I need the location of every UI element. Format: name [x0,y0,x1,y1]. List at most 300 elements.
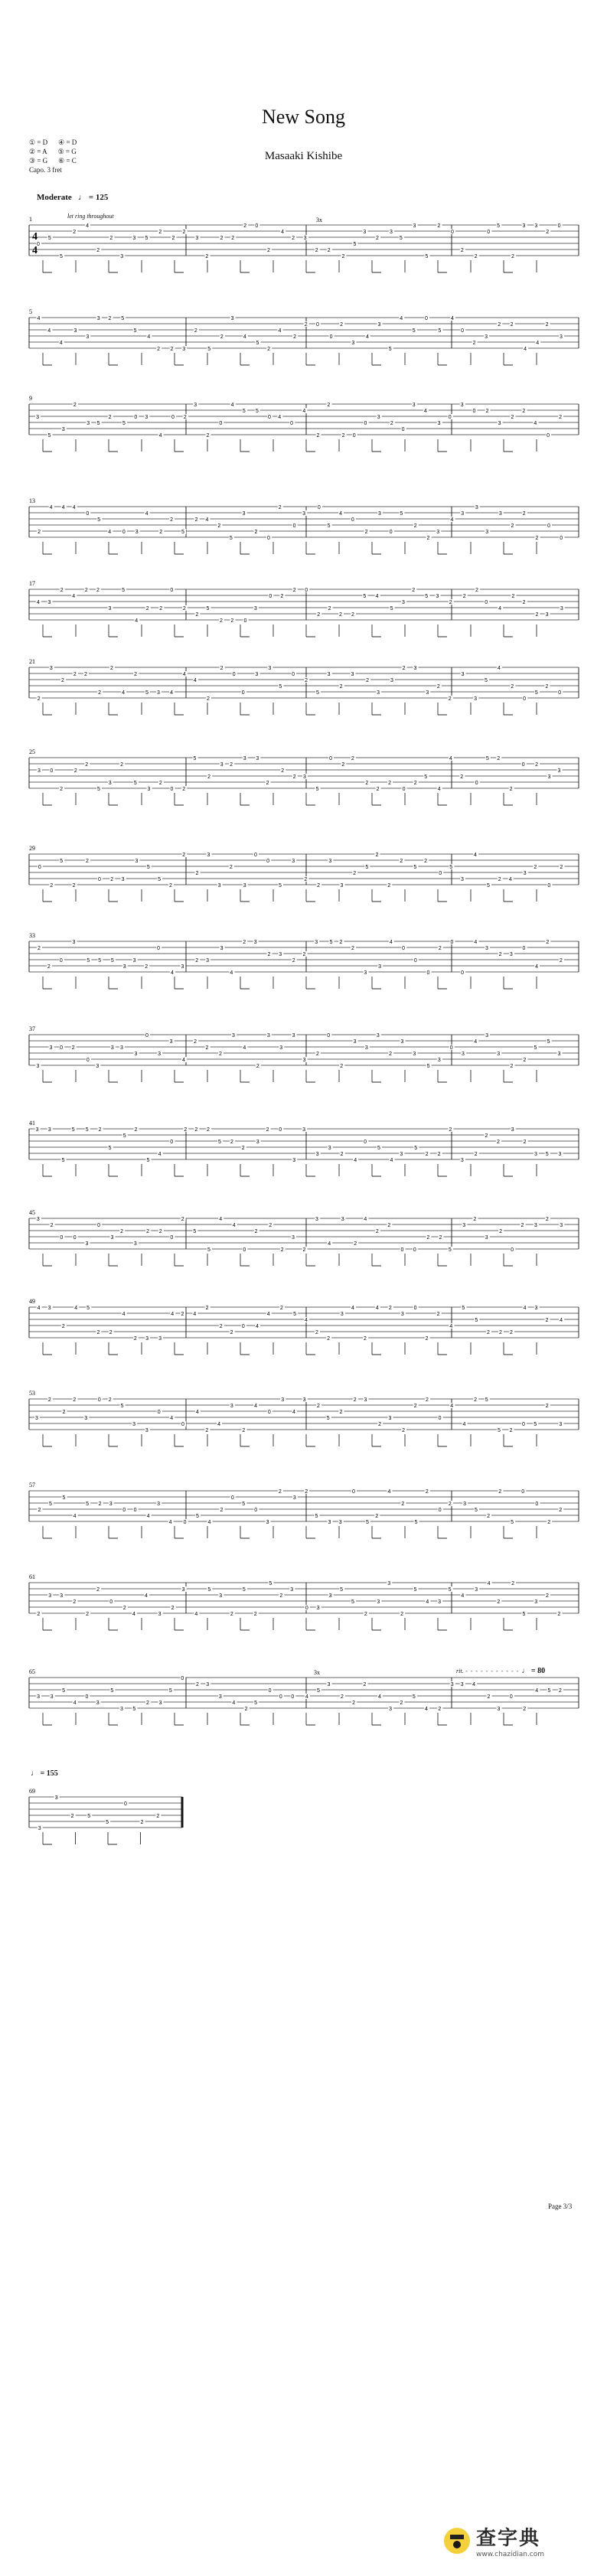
fret-number: 2 [267,248,270,253]
fret-number: 2 [511,415,514,420]
fret-number: 5 [86,1306,90,1311]
fret-number: 2 [108,1397,112,1403]
fret-number: 3 [47,1306,51,1311]
fret-number: 5 [474,1508,478,1513]
fret-number: 4 [170,690,174,696]
fret-number: 2 [460,248,464,253]
fret-number: 5 [497,223,501,229]
fret-number: 0 [267,1410,271,1415]
fret-number: 3 [220,762,224,768]
fret-number: 5 [196,1514,199,1519]
fret-number: 3 [377,415,380,420]
fret-number: 0 [547,433,550,439]
fret-number: 2 [195,958,199,964]
fret-number: 2 [449,600,452,605]
fret-number: 4 [205,517,209,523]
fret-number: 3 [232,1033,235,1039]
fret-number: 2 [317,1404,320,1409]
fret-number: 2 [546,230,550,235]
time-signature-bottom: 4 [32,245,38,256]
fret-number: 5 [106,1820,109,1825]
fret-number: 3 [230,1404,233,1409]
fret-number: 3 [157,690,160,696]
fret-number: 3 [134,1052,138,1057]
fret-number: 0 [219,421,223,426]
fret-number: 2 [60,588,64,593]
fret-number: 4 [497,666,501,671]
fret-number: 3 [230,316,234,321]
fret-number: 3 [450,1682,454,1687]
fret-number: 2 [364,530,368,535]
fret-number: 4 [146,1514,150,1519]
fret-number: 2 [159,606,163,611]
fret-number: 2 [448,1502,452,1507]
fret-number: 0 [450,940,454,945]
fret-number: 2 [499,1229,503,1234]
fret-number: 2 [401,1502,405,1507]
fret-number: 3 [378,964,382,970]
fret-number: 2 [109,666,113,671]
fret-number: 4 [508,877,512,882]
fret-number: 3 [462,1223,466,1228]
tuning-item: ⑥ = C [58,157,77,165]
fret-number: 2 [47,964,51,970]
rit-marking: rit. - - - - - - - - - - - ♩ = 80 [456,1667,546,1675]
fret-number: 2 [559,415,563,420]
fret-number: 2 [194,1127,198,1133]
fret-number: 2 [547,1520,551,1525]
fret-number: 5 [399,236,403,241]
fret-number: 2 [244,1707,248,1712]
fret-number: 4 [351,1306,354,1311]
measure-number: 69 [29,1788,35,1795]
fret-number: 0 [50,768,54,774]
fret-number: 2 [376,236,379,241]
fret-number: 3 [461,672,465,677]
fret-number: 5 [193,756,197,761]
fret-number: 0 [170,1235,174,1241]
fret-number: 0 [268,1688,272,1694]
fret-number: 3 [96,1064,100,1069]
fret-number: 3 [460,877,464,882]
fret-number: 0 [254,1508,258,1513]
fret-number: 2 [292,588,296,593]
fret-number: 2 [497,1140,500,1145]
fret-number: 2 [545,684,549,690]
fret-number: 5 [547,1039,550,1045]
fret-number: 2 [388,781,391,786]
fret-number: 3 [376,1033,380,1039]
fret-number: 3 [120,1045,123,1051]
fret-number: 5 [86,958,90,964]
fret-number: 5 [96,421,100,426]
fret-number: 3 [400,1152,403,1157]
fret-number: 0 [170,588,174,593]
fret-number: 2 [230,1140,233,1145]
fret-number: 2 [281,768,285,774]
fret-number: 3 [460,1682,464,1687]
song-title: New Song [261,106,346,128]
fret-number: 2 [72,883,76,889]
fret-number: 3 [302,1058,306,1063]
composer-name: Masaaki Kishibe [264,150,343,162]
fret-number: 0 [38,865,41,870]
fret-number: 0 [123,1802,127,1807]
fret-number: 3 [463,1502,467,1507]
fret-number: 4 [474,853,477,858]
fret-number: 4 [400,316,403,321]
fret-number: 4 [266,1312,270,1317]
fret-number: 3 [557,1052,561,1057]
fret-number: 3 [328,1520,331,1525]
fret-number: 0 [329,756,333,761]
fret-number: 3 [436,530,440,535]
fret-number: 4 [193,1312,197,1317]
fret-number: 3 [158,1700,162,1706]
fret-number: 5 [71,1127,75,1133]
measure-number: 9 [29,395,32,402]
fret-number: 2 [269,1223,272,1228]
fret-number: 0 [181,1422,184,1427]
fret-number: 4 [72,505,76,510]
fret-number: 2 [522,600,526,605]
fret-number: 2 [170,517,174,523]
fret-number: 2 [305,678,308,683]
fret-number: 2 [50,1223,54,1228]
fret-number: 2 [426,1397,429,1403]
fret-number: 3 [60,1593,64,1599]
fret-number: 5 [545,1152,549,1157]
fret-number: 0 [438,1416,442,1421]
fret-number: 2 [207,1127,210,1133]
measure-number: 49 [29,1298,35,1305]
fret-number: 3 [243,756,246,761]
fret-number: 0 [389,530,393,535]
fret-number: 3 [412,403,416,408]
fret-number: 0 [290,421,294,426]
fret-number: 3 [485,334,488,340]
fret-number: 4 [375,1306,379,1311]
fret-number: 4 [147,334,151,340]
fret-number: 4 [74,1306,78,1311]
fret-number: 2 [207,774,211,780]
fret-number: 2 [375,853,379,858]
fret-number: 3 [475,1587,478,1593]
fret-number: 3 [534,1599,538,1605]
fret-number: 3 [255,672,259,677]
fret-number: 0 [157,1410,161,1415]
fret-number: 2 [472,341,476,346]
fret-number: 2 [71,1045,75,1051]
fret-number: 5 [158,877,162,882]
fret-number: 4 [474,940,478,945]
fret-number: 2 [133,1336,137,1342]
fret-number: 0 [535,1502,539,1507]
fret-number: 3 [497,1052,501,1057]
fret-number: 3 [460,403,464,408]
fret-number: 5 [365,1520,369,1525]
fret-number: 3 [413,1052,416,1057]
fret-number: 4 [243,334,246,340]
fret-number: 2 [278,505,282,510]
measure-number: 5 [29,308,32,315]
fret-number: 2 [546,940,550,945]
repeat-count: 3x [316,217,322,223]
fret-number: 2 [171,1606,175,1611]
fret-number: 3 [338,1520,342,1525]
fret-number: 2 [511,1581,515,1586]
fret-number: 5 [462,1306,465,1311]
fret-number: 3 [534,1306,538,1311]
fret-number: 2 [341,762,345,768]
fret-number: 3 [292,859,295,864]
fret-number: 5 [207,1587,211,1593]
fret-number: 5 [426,1064,430,1069]
fret-number: 3 [485,530,489,535]
fret-number: 3 [485,946,488,951]
fret-number: 0 [315,322,319,328]
fret-number: 3 [181,964,184,970]
fret-number: 2 [73,672,77,677]
fret-number: 3 [389,1707,392,1712]
fret-number: 0 [305,588,308,593]
fret-number: 0 [85,1694,89,1700]
fret-number: 0 [241,690,245,696]
fret-number: 4 [232,1223,236,1228]
fret-number: 2 [256,1064,259,1069]
fret-number: 0 [73,1235,77,1241]
fret-number: 2 [219,618,223,624]
fret-number: 2 [205,254,209,259]
fret-number: 2 [327,248,331,253]
fret-number: 5 [242,409,246,414]
fret-number: 4 [354,1158,357,1163]
fret-number: 3 [292,1033,295,1039]
fret-number: 0 [97,1223,101,1228]
fret-number: 2 [339,940,343,945]
fret-number: 2 [98,1127,102,1133]
fret-number: 0 [487,230,491,235]
fret-number: 3 [253,940,257,945]
fret-number: 4 [449,756,452,761]
fret-number: 3 [534,1223,537,1228]
fret-number: 3 [474,696,478,702]
fret-number: 5 [534,1045,537,1051]
fret-number: 3 [328,1146,331,1151]
fret-number: 2 [302,1247,306,1253]
fret-number: 2 [339,1410,343,1415]
fret-number: 2 [266,781,269,786]
fret-number: 2 [253,1612,257,1617]
fret-number: 0 [547,883,551,889]
fret-number: 5 [487,883,490,889]
measure-number: 45 [29,1209,35,1216]
fret-number: 5 [414,1146,418,1151]
fret-number: 0 [402,787,406,792]
fret-number: 5 [316,690,319,696]
fret-number: 3 [242,511,246,517]
fret-number: 0 [413,1247,416,1253]
fret-number: 5 [242,1502,246,1507]
fret-number: 2 [498,1489,502,1495]
fret-number: 0 [59,958,63,964]
fret-number: 2 [338,612,342,618]
fret-number: 5 [62,1688,66,1694]
watermark-url: www.chazidian.com [476,2551,545,2558]
fret-number: 2 [134,672,138,677]
fret-number: 2 [38,530,41,535]
fret-number: 3 [498,421,501,426]
fret-number: 3 [364,970,367,976]
fret-number: 2 [278,1489,282,1495]
fret-number: 0 [255,223,259,229]
fret-number: 3 [109,1502,113,1507]
fret-number: 3 [437,421,441,426]
fret-number: 3 [558,1152,562,1157]
fret-number: 2 [353,871,357,876]
fret-number: 3 [559,1422,563,1427]
fret-number: 3 [522,223,526,229]
fret-number: 2 [108,316,112,321]
fret-number: 3 [110,1235,114,1241]
fret-number: 2 [109,1330,113,1335]
fret-number: 0 [438,1508,442,1513]
fret-number: 3 [390,678,393,683]
fret-number: 5 [413,865,417,870]
measure-number: 57 [29,1482,35,1489]
fret-number: 0 [351,517,354,523]
fret-number: 2 [523,1058,527,1063]
fret-number: 0 [364,421,367,426]
fret-number: 2 [498,877,501,882]
fret-number: 2 [510,322,514,328]
fret-number: 4 [339,511,342,517]
fret-number: 2 [61,678,64,683]
fret-number: 2 [37,946,41,951]
fret-number: 0 [266,536,270,541]
fret-number: 2 [412,588,416,593]
fret-number: 3 [523,871,527,876]
measure-number: 13 [29,497,35,504]
fret-number: 2 [157,347,161,352]
fret-number: 3 [436,594,439,599]
fret-number: 2 [195,612,199,618]
fret-number: 2 [86,1612,90,1617]
fret-number: 4 [389,940,393,945]
fret-number: 3 [54,1795,58,1801]
fret-number: 2 [158,781,162,786]
fret-number: 5 [98,958,102,964]
fret-number: 5 [146,865,150,870]
fret-number: 2 [354,1241,357,1247]
fret-number: 5 [242,1587,246,1593]
fret-number: 5 [327,523,331,529]
fret-number: 2 [475,588,478,593]
fret-number: 2 [498,952,502,957]
fret-number: 0 [232,672,236,677]
fret-number: 2 [351,612,354,618]
fret-number: 4 [37,1306,41,1311]
fret-number: 3 [145,415,148,420]
fret-number: 2 [353,1397,357,1403]
fret-number: 3 [84,1416,88,1421]
fret-number: 3 [511,1127,514,1133]
fret-number: 5 [145,236,148,241]
fret-number: 4 [73,1700,77,1706]
rit-label: rit. [456,1668,464,1674]
fret-number: 3 [509,952,513,957]
measure-number: 1 [29,216,32,223]
fret-number: 2 [220,236,224,241]
fret-number: 2 [521,1223,524,1228]
fret-number: 2 [545,1593,549,1599]
fret-number: 3 [388,1416,392,1421]
fret-number: 2 [400,1700,403,1706]
fret-number: 2 [98,690,102,696]
fret-number: 2 [182,230,186,235]
fret-number: 5 [534,1422,537,1427]
fret-number: 2 [352,1700,355,1706]
fret-number: 0 [402,946,406,951]
fret-number: 4 [487,1581,491,1586]
fret-number: 2 [50,883,54,889]
fret-number: 2 [220,334,224,340]
fret-number: 3 [534,223,538,229]
fret-number: 0 [241,1324,245,1329]
fret-number: 2 [182,606,186,611]
fret-number: 3 [158,1052,162,1057]
fret-number: 2 [425,1152,429,1157]
fret-number: 4 [437,787,441,792]
fret-number: 5 [207,347,211,352]
fret-number: 3 [157,1502,161,1507]
fret-number: 2 [145,964,148,970]
fret-number: 2 [194,1039,197,1045]
fret-number: 2 [181,1312,184,1317]
fret-number: 3 [133,1241,137,1247]
fret-number: 2 [389,1052,393,1057]
fret-number: 2 [340,1152,344,1157]
fret-number: 3 [279,1045,283,1051]
fret-number: 5 [146,1158,150,1163]
fret-number: 3 [96,1700,100,1706]
fret-number: 2 [220,1508,224,1513]
fret-number: 3 [96,316,100,321]
fret-number: 3 [351,672,354,677]
fret-number: 2 [388,1306,392,1311]
fret-number: 5 [425,594,429,599]
measure-number: 33 [29,932,35,939]
fret-number: 5 [181,530,184,535]
fret-number: 3 [340,1312,344,1317]
fret-number: 4 [535,1688,539,1694]
fret-number: 3 [377,690,380,696]
fret-number: 5 [110,958,114,964]
fret-number: 2 [535,536,539,541]
fret-number: 2 [243,223,247,229]
fret-number: 4 [365,334,369,340]
fret-number: 2 [194,517,198,523]
fret-number: 3 [302,1397,306,1403]
fret-number: 2 [400,1612,403,1617]
measure-number: 53 [29,1390,35,1397]
fret-number: 2 [364,1336,367,1342]
fret-number: 0 [305,1606,308,1611]
fret-number: 2 [183,415,187,420]
fret-number: 4 [36,600,40,605]
fret-number: 0 [36,242,40,247]
fret-number: 5 [315,1514,318,1519]
